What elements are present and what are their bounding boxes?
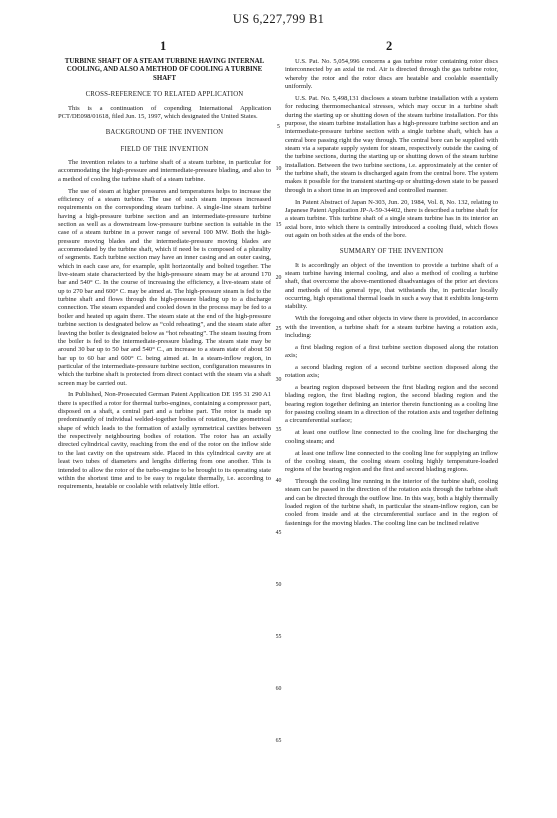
line-number: 10 (275, 166, 282, 172)
paragraph: U.S. Pat. No. 5,054,996 concerns a gas turbine rotor containing rotor discs interconnected by an axial tie rod. Air is directed through the gas turbine rotor, whereby the rotor and the rotor discs are heatable and coolable essentially uniformly. (285, 58, 498, 91)
paragraph: Through the cooling line running in the interior of the turbine shaft, cooling steam can be passed in the direction of the rotation axis through the turbine shaft and can be directed through the outflow line. In this way, both a highly thermally loaded region of the turbine shaft, in particular the steam-inflow region, can be cooled from inside and at the circumferential surface and in the region of fastenings for the moving blades. The cooling line can be inclined relative (285, 478, 498, 527)
paragraph: The use of steam at higher pressures and temperatures helps to increase the efficiency of a steam turbine. The use of such steam imposes increased requirements on the corresponding steam turbine. A single-line steam turbine having a high-pressure turbine section and an intermediate-pressure turbine section as well as a downstream low-pressure turbine section is suitable in the case of a steam turbine in a power range of several 100 MW. Both the high-pressure moving blades and the intermediate-pressure moving blades are accommodated by the turbine shaft, which if need be is composed of a plurality of segments. Each turbine section may have an inner casing and an outer casing, which in each case are, for example, split horizontally and bolted together. The live-steam state characterized by the high-pressure steam may be at around 170 bar and 540° C. In the course of increasing the efficiency, a live-steam state of up to 270 bar and 600° C. may be aimed at. The high-pressure steam is fed to the turbine shaft and flows through the high-pressure blading up to a discharge connection. The steam expanded and cooled down in the process may be fed to a boiler and heated up again there. The steam state at the end of the high-pressure turbine section is designated below as “cold reheating”, and the steam state after leaving the boiler is designated below as “hot reheating”. The steam issuing from the boiler is fed to the intermediate-pressure blading. The steam state may be around 30 bar up to 50 bar and 540° C., an increase to a steam state of about 50 bar up to 60 bar and 600° C. being aimed at. In a steam-inflow region, in particular of the intermediate-pressure turbine section, configuration measures in which the turbine shaft is protected from direct contact with the steam via a shaft screen may be carried out. (58, 187, 271, 387)
line-number: 15 (275, 222, 282, 228)
claim-element: at least one outflow line connected to the cooling line for discharging the cooling steam; and (285, 429, 498, 445)
paragraph: In Patent Abstract of Japan N-303, Jun. 20, 1984, Vol. 8, No. 132, relating to Japanese Patent Application JP-A-59-34402, there is described a turbine shaft for a steam turbine. This turbine shaft of a single steam turbine has in its interior an axial bore, into which there is centrally introduced a cooling fluid, which flows out again on both sides at the ends of the bore. (285, 198, 498, 239)
paragraph: It is accordingly an object of the invention to provide a turbine shaft of a steam turbine having internal cooling, and also a method of cooling a turbine shaft, that overcome the above-mentioned disadvantages of the prior art devices and methods of this general type, that withstands the, in particular locally occurring, high operational thermal loads in such a way that it exhibits long-term stability. (285, 261, 498, 311)
paragraph: With the foregoing and other objects in view there is provided, in accordance with the invention, a turbine shaft for a steam turbine having a rotation axis, including: (285, 315, 498, 339)
line-number: 5 (277, 124, 280, 130)
section-heading-background: BACKGROUND OF THE INVENTION (105, 129, 224, 137)
line-number: 40 (275, 478, 282, 484)
claim-element: a second blading region of a second turbine section disposed along the rotation axis; (285, 363, 498, 380)
section-heading-cross-reference: CROSS-REFERENCE TO RELATED APPLICATION (85, 91, 244, 99)
line-number: 60 (275, 686, 282, 692)
line-number: 35 (275, 427, 282, 433)
right-column (285, 58, 498, 813)
claim-element: at least one inflow line connected to the cooling line for supplying an inflow of the cooling steam, the cooling steam cooling highly temperature-loaded regions of the bearing region and the first and second blading regions. (285, 449, 498, 474)
paragraph: In Published, Non-Prosecuted German Patent Application DE 195 31 290 A1 there is specified a rotor for thermal turbo-engines, containing a compressor part, disposed on a shaft, a central part and a turbine part. The rotor is made up predominantly of individual welded-together bodies of rotation, the geometrical shape of which leads to the formation of axially symmetrical cavities between the respectively neighbouring bodies of rotation. The rotor has an axially directed cylindrical cavity, reaching from the end of the rotor on the inflow side to the last cavity on the upstream side. Placed in this cylindrical cavity are at least two tubes of diameters and lengths differing from one another. This is intended to allow the rotor of the turbo-engine to be brought to its operating state within the shortest time and to be easy to regulate thermally, i.e. according to requirements, heatable or coolable with relatively little effort. (58, 391, 271, 491)
line-number: 55 (275, 634, 282, 640)
column-number-left: 1 (160, 39, 167, 53)
paragraph: U.S. Pat. No. 5,498,131 discloses a steam turbine installation with a system for reducing thermomechanical stresses, which may occur in a turbine shaft during the starting up or shutting down of the steam turbine installation. For this purpose, the steam turbine installation has a high-pressure turbine section and an intermediate-pressure turbine section with a single turbine shaft, which has a central bore passing right the way through. The central bore can be supplied with steam via a separate supply system for steam, respectively outside the casing of the turbine sections, during the starting up or shutting down of the steam turbine installation. Between the two turbine sections, i.e. approximately at the center of the turbine shaft, the steam is discharged again from the central bore. The system makes it possible for the transient starting-up or shutting-down state to be passed through in a short time in an improved and controlled manner. (285, 94, 498, 194)
section-heading-field: FIELD OF THE INVENTION (120, 145, 209, 153)
section-heading-summary: SUMMARY OF THE INVENTION (339, 248, 444, 256)
line-number: 45 (275, 530, 282, 536)
claim-element: a first blading region of a first turbine section disposed along the rotation axis; (285, 343, 498, 360)
line-number: 20 (275, 275, 282, 281)
line-number: 65 (275, 738, 282, 744)
paragraph: The invention relates to a turbine shaft of a steam turbine, in particular for accommodating the high-pressure and intermediate-pressure blading, and also to a method of cooling the turbine shaft of a steam turbine. (58, 159, 271, 183)
column-number-right: 2 (386, 39, 393, 53)
patent-number: US 6,227,799 B1 (232, 12, 325, 26)
paragraph: This is a continuation of copending International Application PCT/DE098/01618, filed Jun. 15, 1997, which designated the United States. (58, 104, 271, 120)
claim-element: a bearing region disposed between the first blading region and the second blading region, the first blading region, the second blading region and the bearing region together defining an interior therein functioning as a cooling line for passing cooling steam in a direction of the rotation axis and together defining a circumferential surface; (285, 384, 498, 425)
patent-title: TURBINE SHAFT OF A STEAM TURBINE HAVING INTERNAL COOLING, AND ALSO A METHOD OF COOLING A TURBINE SHAFT (64, 58, 265, 82)
line-number: 50 (275, 582, 282, 588)
left-column (58, 58, 271, 813)
line-number: 25 (275, 326, 282, 332)
line-number: 30 (275, 377, 282, 383)
